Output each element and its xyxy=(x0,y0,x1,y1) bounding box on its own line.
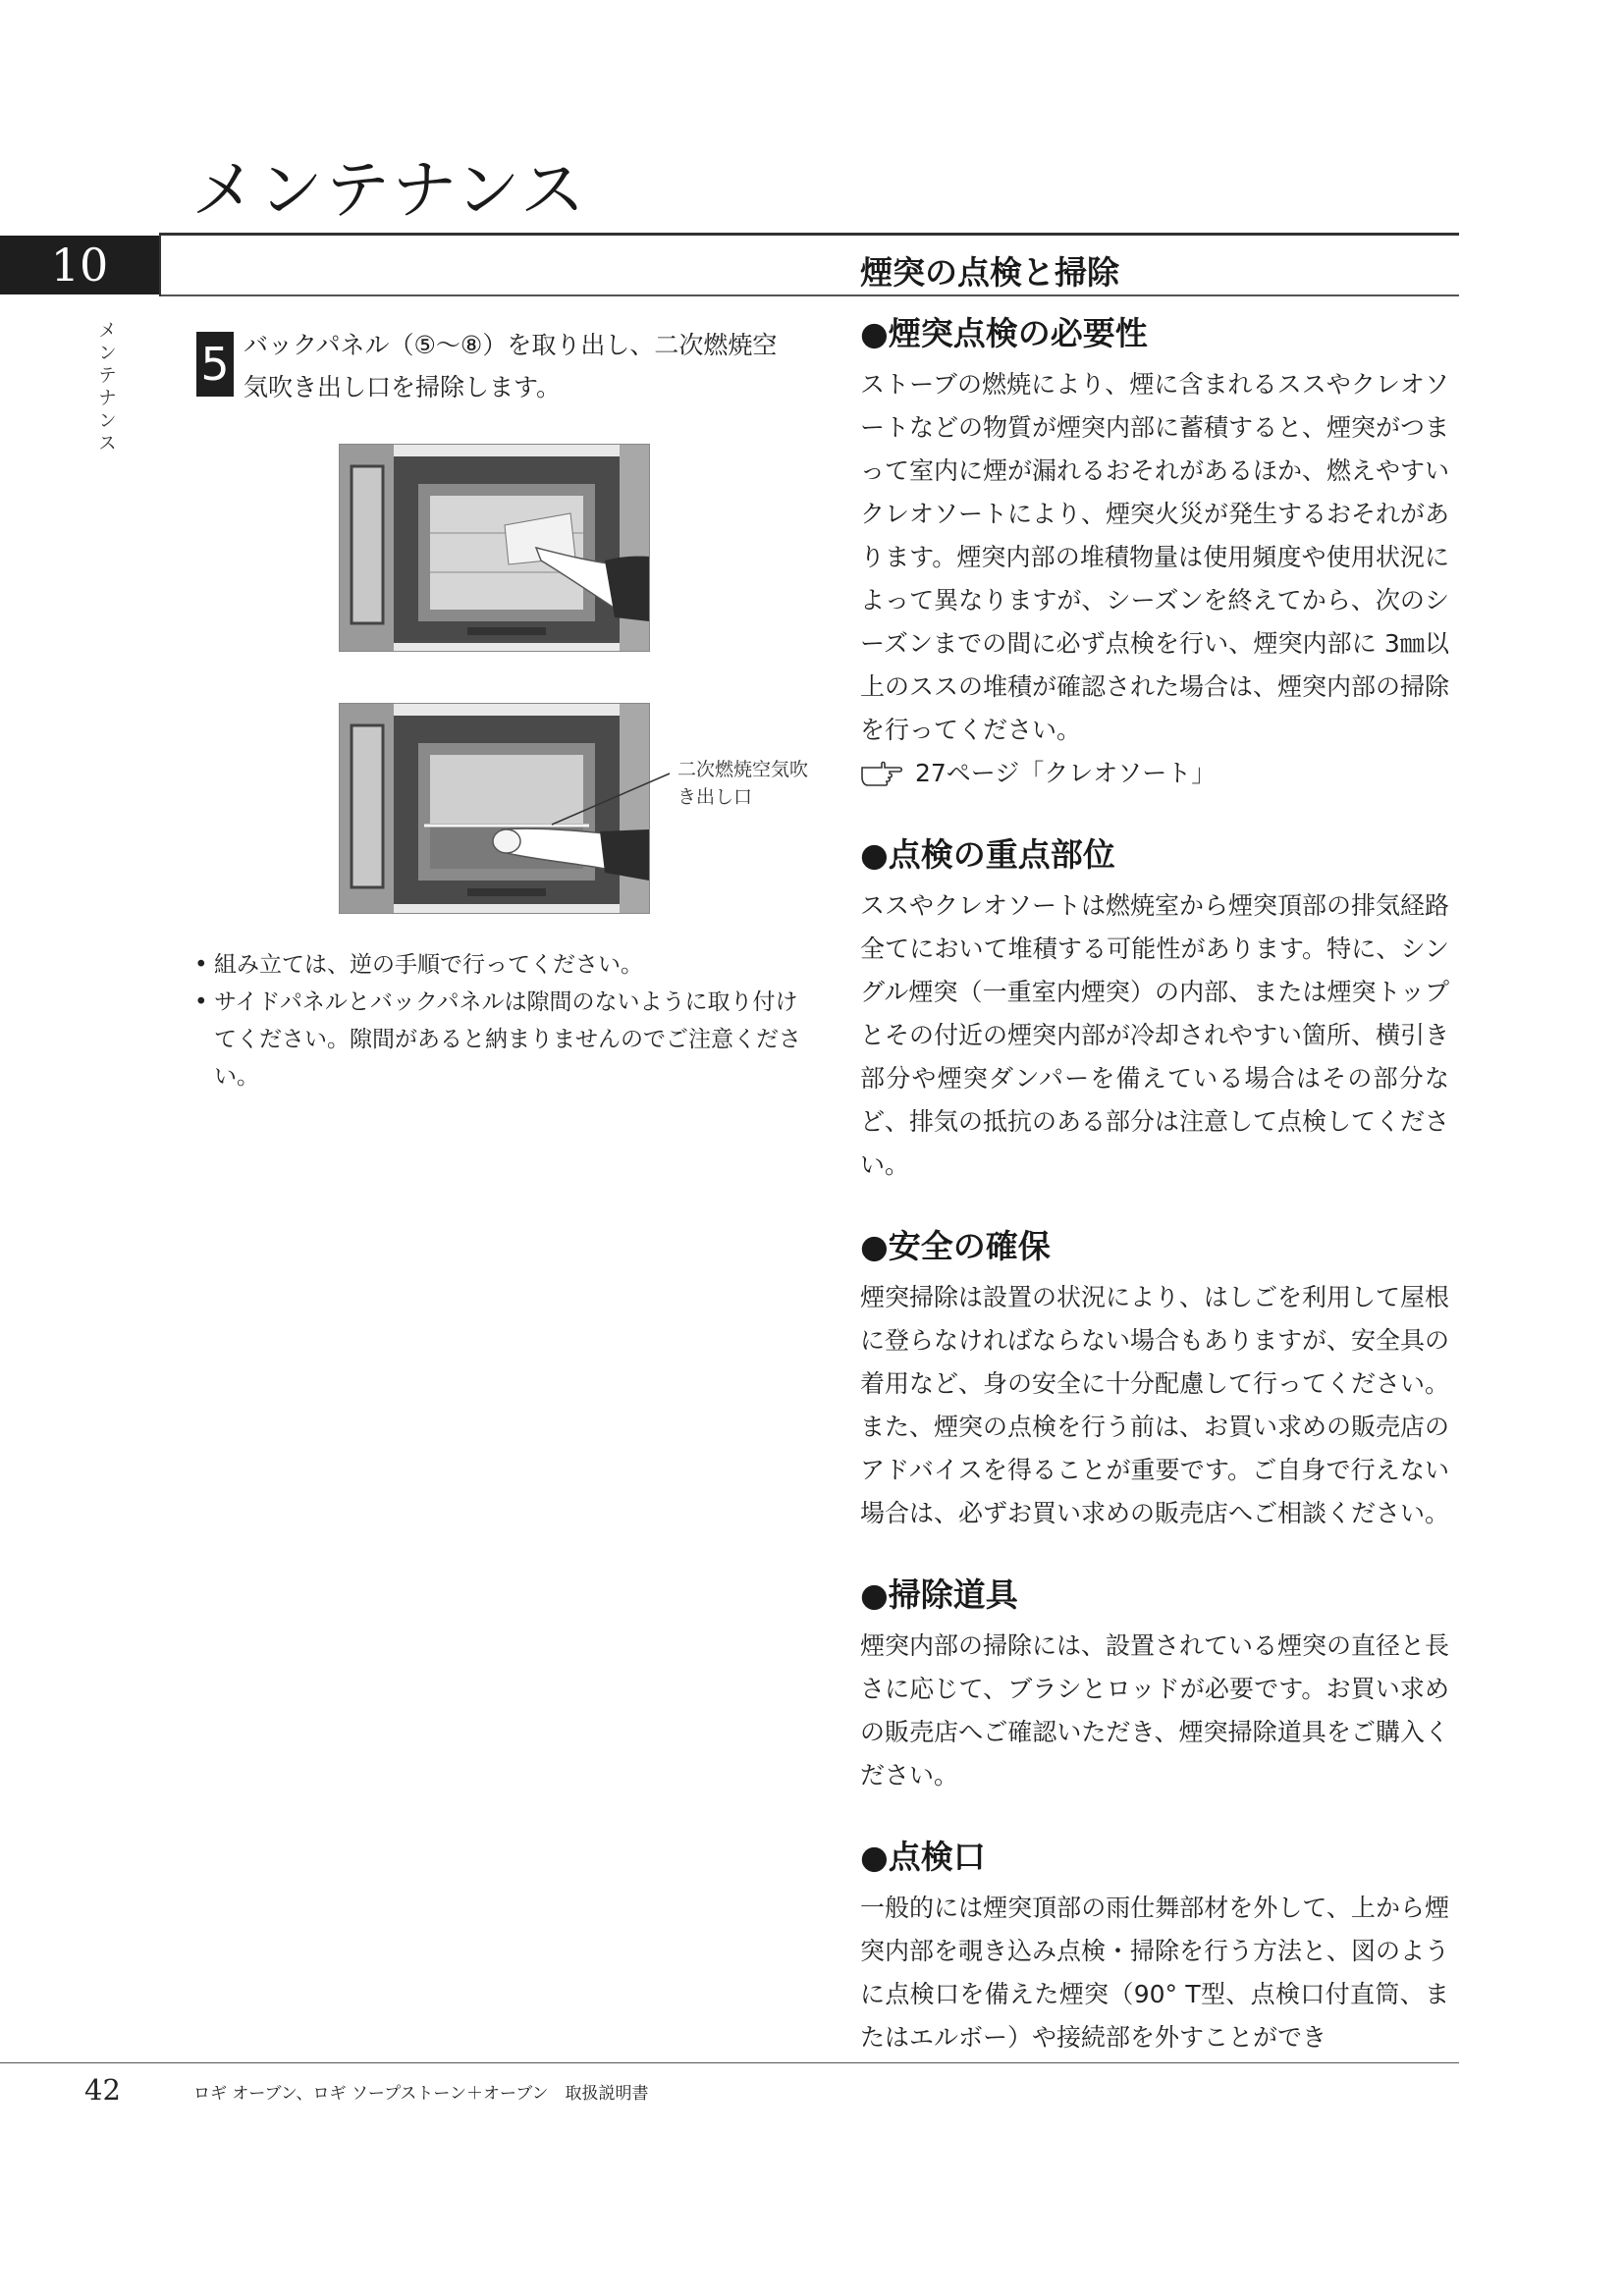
section-heading: ●安全の確保 xyxy=(860,1227,1051,1265)
side-chapter-label: メンテナンス xyxy=(95,320,117,455)
footer-divider xyxy=(0,2062,1459,2063)
step-number-badge: 5 xyxy=(196,332,234,397)
step-instruction: バックパネル（⑤〜⑧）を取り出し、二次燃焼空気吹き出し口を掃除します。 xyxy=(244,331,778,401)
header-divider-vertical xyxy=(159,233,161,296)
section-divider xyxy=(161,294,1459,296)
section-heading: ●掃除道具 xyxy=(860,1575,1018,1614)
section-key-inspection-areas xyxy=(860,826,1449,1187)
note-item: • サイドパネルとバックパネルは隙間のないように取り付けてください。隙間があると納まりませんのでご注意ください。 xyxy=(194,984,803,1095)
chapter-number-badge: 10 xyxy=(0,236,159,294)
section-body: 煙突内部の掃除には、設置されている煙突の直径と長さに応じて、ブラシとロッドが必要です。お買い求めの販売店へご確認いただき、煙突掃除道具をご購入ください。 xyxy=(860,1631,1450,1789)
pointing-hand-icon xyxy=(860,760,903,787)
callout-label: 二次燃焼空気吹き出し口 xyxy=(677,759,809,808)
stove-cleaning-photo-1 xyxy=(339,444,650,652)
section-body: ストーブの燃焼により、煙に含まれるススやクレオソートなどの物質が煙突内部に蓄積すると、煙突がつまって室内に煙が漏れるおそれがあるほか、燃えやすいクレオソートにより、煙突火災が発生するおそれがあります。煙突内部の堆積物量は使用頻度や使用状況によって異なりますが、シーズンを終えてから、次のシーズンまでの間に必ず点検を行い、煙突内部に 3㎜以上のススの堆積が確認された場合は、煙突内部の掃除を行ってください。 xyxy=(860,370,1450,744)
page-reference xyxy=(860,752,1449,795)
section-heading: ●点検の重点部位 xyxy=(860,835,1115,874)
section-heading: ●点検口 xyxy=(860,1838,986,1876)
section-body: 煙突掃除は設置の状況により、はしごを利用して屋根に登らなければならない場合もありますが、安全具の着用など、身の安全に十分配慮して行ってください。また、煙突の点検を行う前は、お買い求めの販売店のアドバイスを得ることが重要です。ご自身で行えない場合は、必ずお買い求めの販売店へご相談ください。 xyxy=(860,1283,1450,1527)
section-inspection-port xyxy=(860,1828,1449,2059)
page-title: メンテナンス xyxy=(191,152,587,228)
section-safety xyxy=(860,1217,1449,1535)
footer-document-title: ロギ オーブン、ロギ ソープストーン＋オーブン 取扱説明書 xyxy=(193,2084,649,2104)
reference-text: 27ページ「クレオソート」 xyxy=(915,759,1217,787)
page-number: 42 xyxy=(84,2073,121,2107)
section-heading: ●煙突点検の必要性 xyxy=(860,314,1148,352)
right-column xyxy=(860,304,1449,2090)
header-divider xyxy=(159,233,1459,236)
note-item: • 組み立ては、逆の手順で行ってください。 xyxy=(194,946,803,984)
section-body: ススやクレオソートは燃焼室から煙突頂部の排気経路全てにおいて堆積する可能性があります。特に、シングル煙突（一重室内煙突）の内部、または煙突トップとその付近の煙突内部が冷却されやすい箇所、横引き部分や煙突ダンパーを備えている場合はその部分など、排気の抵抗のある部分は注意して点検してください。 xyxy=(860,891,1450,1179)
section-chimney-inspection-necessity xyxy=(860,304,1449,795)
section-title: 煙突の点検と掃除 xyxy=(860,253,1119,292)
notes-list xyxy=(194,946,803,1095)
section-cleaning-tools xyxy=(860,1566,1449,1797)
bullet-icon: • xyxy=(194,952,208,978)
section-body: 一般的には煙突頂部の雨仕舞部材を外して、上から煙突内部を覗き込み点検・掃除を行う方法と、図のように点検口を備えた煙突（90° T型、点検口付直筒、またはエルボー）や接続部を外すことができ xyxy=(860,1894,1450,2052)
bullet-icon: • xyxy=(194,989,208,1015)
callout-leader-line xyxy=(550,766,687,834)
